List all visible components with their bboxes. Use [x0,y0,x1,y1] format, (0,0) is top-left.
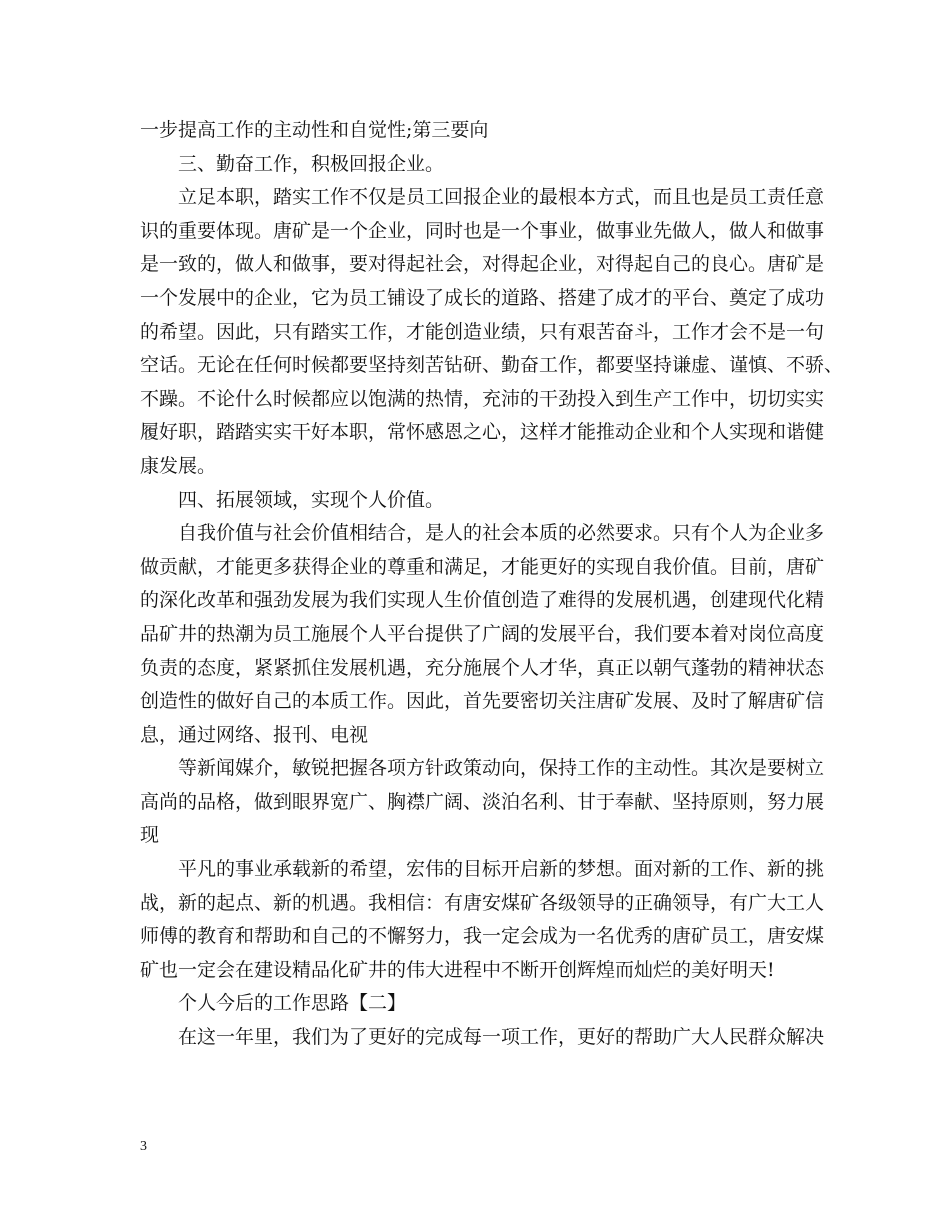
paragraph-line: 履好职，踏踏实实干好本职，常怀感恩之心，这样才能推动企业和个人实现和谐健 [140,421,825,444]
paragraph-line: 的希望。因此，只有踏实工作，才能创造业绩，只有艰苦奋斗，工作才会不是一句 [140,320,825,343]
document-body [140,114,844,1055]
paragraph-line: 负责的态度，紧紧抓住发展机遇，充分施展个人才华，真正以朝气蓬勃的精神状态 [140,656,825,679]
paragraph-line: 平凡的事业承载新的希望，宏伟的目标开启新的梦想。面对新的工作、新的挑 [178,858,825,881]
paragraph-line: 等新闻媒介，敏锐把握各项方针政策动向，保持工作的主动性。其次是要树立 [178,757,825,780]
paragraph-line: 创造性的做好自己的本质工作。因此，首先要密切关注唐矿发展、及时了解唐矿信 [140,690,825,713]
paragraph-line: 的深化改革和强劲发展为我们实现人生价值创造了难得的发展机遇，创建现代化精 [140,589,825,612]
paragraph-line: 品矿井的热潮为员工施展个人平台提供了广阔的发展平台，我们要本着对岗位高度 [140,622,825,645]
page-number: 3 [140,1139,147,1154]
paragraph-line: 自我价值与社会价值相结合，是人的社会本质的必然要求。只有个人为企业多 [178,522,825,545]
paragraph-line: 一个发展中的企业，它为员工铺设了成长的道路、搭建了成才的平台、奠定了成功 [140,286,825,309]
paragraph-line: 现 [140,824,160,847]
paragraph-line: 矿也一定会在建设精品化矿井的伟大进程中不断开创辉煌而灿烂的美好明天! [140,958,775,981]
paragraph-line: 识的重要体现。唐矿是一个企业，同时也是一个事业，做事业先做人，做人和做事 [140,219,825,242]
paragraph-line: 战，新的起点、新的机遇。我相信：有唐安煤矿各级领导的正确领导，有广大工人 [140,891,825,914]
paragraph-line: 不躁。不论什么时候都应以饱满的热情，充沛的干劲投入到生产工作中，切切实实 [140,387,825,410]
paragraph-line: 做贡献，才能更多获得企业的尊重和满足，才能更好的实现自我价值。目前，唐矿 [140,555,825,578]
paragraph-line: 空话。无论在任何时候都要坚持刻苦钻研、勤奋工作，都要坚持谦虚、谨慎、不骄、 [140,354,844,377]
paragraph-line: 高尚的品格，做到眼界宽广、胸襟广阔、淡泊名利、甘于奉献、坚持原则，努力展 [140,790,825,813]
paragraph-line: 息，通过网络、报刊、电视 [140,723,369,746]
text-line: 一步提高工作的主动性和自觉性;第三要向 [140,119,489,141]
paragraph-line: 在这一年里，我们为了更好的完成每一项工作，更好的帮助广大人民群众解决 [178,1026,825,1049]
section-heading: 个人今后的工作思路【二】 [178,992,407,1015]
section-heading: 三、勤奋工作，积极回报企业。 [178,152,445,175]
paragraph-line: 师傅的教育和帮助和自己的不懈努力，我一定会成为一名优秀的唐矿员工，唐安煤 [140,925,825,948]
section-heading: 四、拓展领域，实现个人价值。 [178,488,445,511]
paragraph-line: 是一致的，做人和做事，要对得起社会，对得起企业，对得起自己的良心。唐矿是 [140,253,825,276]
paragraph-line: 立足本职，踏实工作不仅是员工回报企业的最根本方式，而且也是员工责任意 [178,186,825,209]
paragraph-line: 康发展。 [140,454,217,477]
